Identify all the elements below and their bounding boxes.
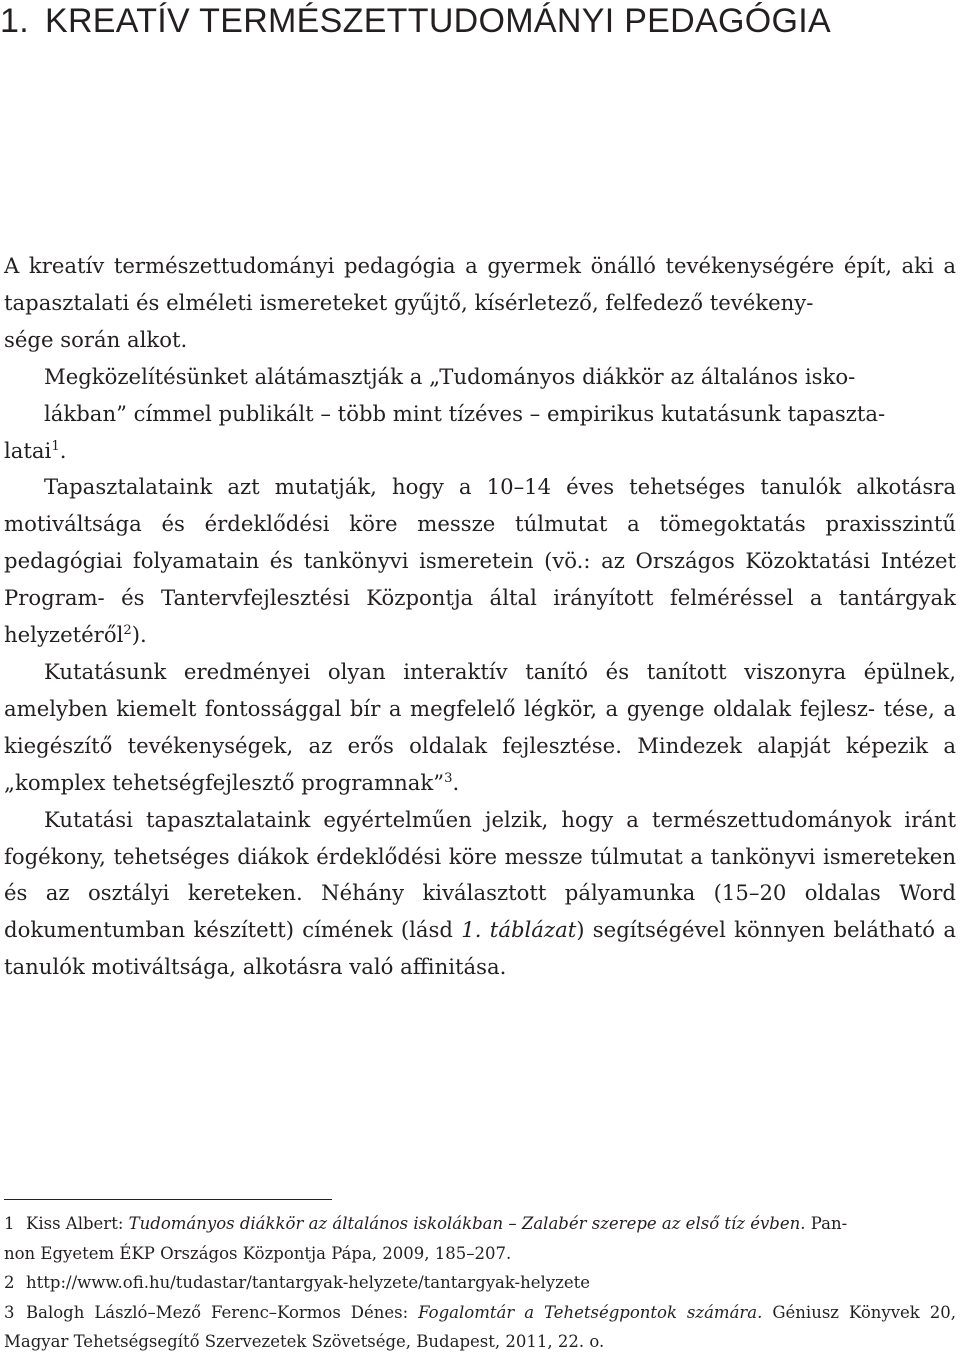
footnote-1-publisher-b: non Egyetem ÉKP Országos Központja Pápa, 2009, 185–207. [4, 1243, 512, 1263]
paragraph-1-sentence-3: Megközelítésünket alátámasztják a „Tudományos diákkör az általános isko- [44, 363, 856, 389]
footnote-1-publisher-a: Pan- [805, 1214, 848, 1233]
footnote-separator [4, 1199, 332, 1200]
table-reference: 1. táblázat [461, 917, 577, 943]
footnote-2 [4, 1268, 956, 1298]
footnote-2-number: 2 [4, 1273, 15, 1293]
paragraph-1 [4, 248, 956, 359]
paragraph-1b [4, 359, 956, 470]
chapter-title: KREATÍV TERMÉSZETTUDOMÁNYI PEDAGÓGIA [44, 2, 831, 40]
paragraph-4-text-b: ) segítségével könnyen belátható a tanulók motiváltsága, alkotásra való affinitása. [4, 917, 956, 980]
footnote-3-publisher: Géniusz Könyvek 20, Magyar Tehetségsegítő Szervezetek Szövetsége, Budapest, 2011, 22. o. [4, 1302, 956, 1352]
footnote-1-title: Tudományos diákkör az általános iskolákban – Zalabér szerepe az első tíz évben. [128, 1214, 806, 1233]
paragraph-3-end: . [452, 769, 460, 795]
paragraph-3-text-b: tése, a kiegészítő tevékenységek, az erős oldalak fejlesztése. Mindezek alapját képezik a „komplex tehetségfejlesztő programnak” [4, 695, 956, 795]
chapter-number: 1. [0, 2, 29, 40]
paragraph-1-sentence-1: A kreatív természettudományi pedagógia a gyermek önálló tevékenységére épít, aki a tapasztalati és elméleti ismereteket gyűjtő, kísérletező, felfedező tevékeny- [4, 253, 956, 315]
paragraph-1-sentence-4: lákban” címmel publikált – több mint tízéves – empirikus kutatásunk tapaszta- [44, 400, 886, 426]
paragraph-2-end: ). [131, 622, 147, 648]
paragraph-1-sentence-5: latai [4, 437, 52, 463]
paragraph-4 [4, 802, 956, 987]
footnotes [4, 1209, 956, 1357]
footnote-3-author: Balogh László–Mező Ferenc–Kormos Dénes: [26, 1302, 419, 1322]
footnote-3-number: 3 [4, 1302, 15, 1322]
footnote-ref-1: 1 [51, 438, 60, 454]
paragraph-2 [4, 469, 956, 654]
footnote-1-author: Kiss Albert: [26, 1214, 129, 1233]
paragraph-4-text-a: Kutatási tapasztalataink egyértelműen jelzik, hogy a természettudományok iránt fogékony, tehetséges diákok érdeklődési köre messze túlmutat a tankönyvi ismereteken és az osztályi kereteken. Néhány kiválasztott pályamunka (15–20 oldalas Word dokumentumban készített) címének (lásd [4, 806, 956, 943]
footnote-3-title: Fogalomtár a Tehetségpontok számára. [418, 1302, 763, 1322]
paragraph-1-sentence-2: sége során alkot. [4, 326, 188, 352]
footnote-ref-3: 3 [444, 770, 453, 786]
footnote-1-number: 1 [4, 1214, 15, 1233]
footnote-1 [4, 1209, 956, 1268]
body-text [4, 248, 956, 986]
paragraph-2-text: Tapasztalataink azt mutatják, hogy a 10–14 éves tehetséges tanulók alkotásra motiváltsága és érdeklődési köre messze túlmutat a tömegoktatás praxisszintű pedagógiai folyamatain és tankönyvi ismeretein (vö.: az Országos Közoktatási Intézet Program- és Tantervfejlesztési Központja által irányított felméréssel a tantárgyak helyzetéről [4, 474, 956, 648]
footnote-2-url: http://www.ofi.hu/tudastar/tantargyak-helyzete/tantargyak-helyzete [26, 1273, 590, 1293]
paragraph-3 [4, 654, 956, 802]
footnote-3 [4, 1298, 956, 1357]
footnote-ref-2: 2 [123, 623, 132, 638]
chapter-heading [0, 2, 831, 41]
paragraph-3-text-a: Kutatásunk eredményei olyan interaktív tanító és tanított viszonyra épülnek, amelyben kiemelt fontossággal bír a megfelelő légkör, a gyenge oldalak fejlesz- [4, 658, 956, 721]
paragraph-1-end: . [59, 437, 67, 463]
